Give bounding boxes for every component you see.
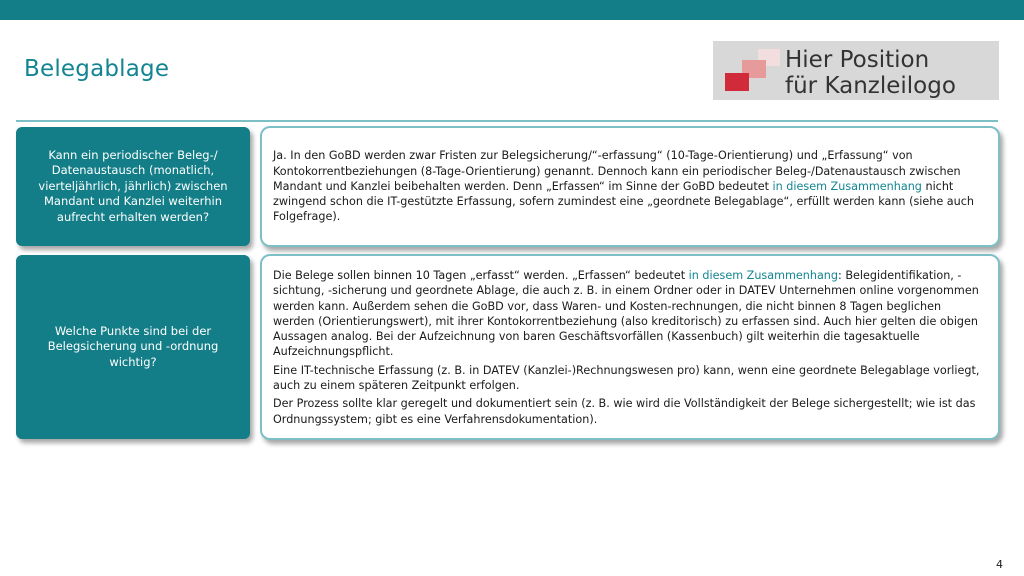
logo-line-2: für Kanzleilogo: [785, 73, 956, 99]
page-number: 4: [996, 558, 1003, 571]
logo-line-1: Hier Position: [785, 47, 930, 73]
question-text-2: Welche Punkte sind bei der Belegsicherung und -ordnung wichtig?: [47, 323, 219, 369]
answer-text-1: Ja. In den GoBD werden zwar Fristen zur Belegsicherung/“-erfassung“ (10-Tage-Orientierung) und „Erfassung“ von Kontokorrentbeziehungen (8-Tage-Orientierung) genannt. Dennoch kann ein periodischer Beleg-/Datenaustausch zwischen Mandant und Kanzlei beibehalten werden. Denn „Erfassen“ im Sinne der GoBD bedeutet in diesem Zusammenhang nicht zwingend schon die IT-gestützte Erfassung, sofern zumindest eine „geordnete Belegablage“, erfüllt werden kann (siehe auch Folgefrage).: [273, 149, 974, 224]
logo-text: [785, 47, 956, 99]
answer-paragraph-3: Der Prozess sollte klar geregelt und dokumentiert sein (z. B. wie wird die Vollständigkeit der Belege sichergestellt; wie ist das Ordnungssystem; gibt es eine Verfahrensdokumentation).: [273, 397, 976, 426]
question-box-1: [16, 127, 250, 246]
answer-highlight-2: in diesem Zusammenhang: [688, 269, 839, 282]
question-text-1: Kann ein periodischer Beleg-/ Datenaustausch (monatlich, vierteljährlich, jährlich) zwischen Mandant und Kanzlei weiterhin aufrecht erhalten werden?: [38, 147, 228, 224]
logo-squares-icon: [725, 49, 785, 93]
answer-paragraph-1: Die Belege sollen binnen 10 Tagen „erfasst“ werden. „Erfassen“ bedeutet in diesem Zusammenhang: Belegidentifikation, -sichtung, -sicherung und geordnete Ablage, die auch z. B. in einem Ordner oder in DATEV Unternehmen online vorgenommen werden kann. Außerdem sehen die GoBD vor, dass Waren- und Kosten-rechnungen, die nicht binnen 8 Tagen beglichen werden (Orientierungswert), mit ihrer Kontokorrentbeziehung (also kreditorisch) zu erfassen sind. Auch hier gelten die obigen Aussagen analog. Bei der Aufzeichnung von baren Geschäftsvorfällen (Kassenbuch) gilt weiterhin die tagesaktuelle Aufzeichnungspflicht.: [273, 269, 979, 359]
question-box-2: [16, 255, 250, 439]
header-divider: [16, 120, 998, 122]
answer-highlight-1: in diesem Zusammenhang: [772, 179, 922, 193]
page-title: Belegablage: [24, 56, 170, 82]
answer-box-1: [260, 126, 1000, 247]
top-accent-bar: [0, 0, 1024, 20]
answer-box-2: [260, 254, 1000, 440]
logo-placeholder: [713, 41, 999, 100]
answer-paragraph-2: Eine IT-technische Erfassung (z. B. in DATEV (Kanzlei-)Rechnungswesen pro) kann, wenn eine geordnete Belegablage vorliegt, auch zu einem späteren Zeitpunkt erfolgen.: [273, 363, 980, 393]
